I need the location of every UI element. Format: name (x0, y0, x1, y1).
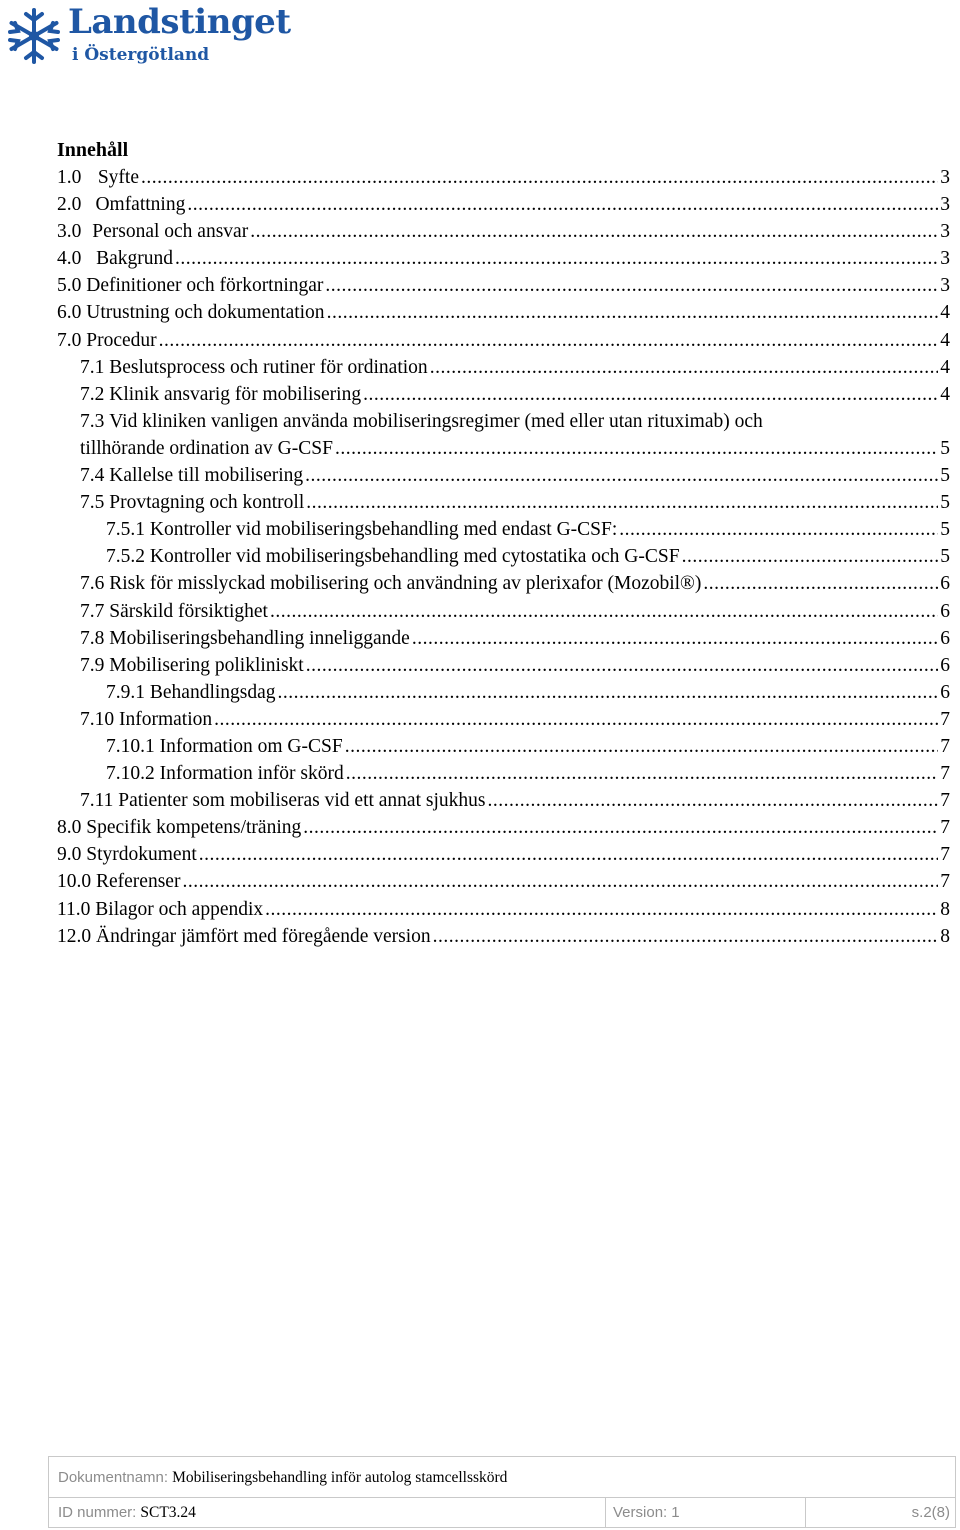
toc-entry[interactable] (57, 327, 950, 354)
toc-entry[interactable] (57, 435, 950, 462)
toc-dot-leader (265, 896, 938, 923)
toc-entry-page: 7 (940, 844, 950, 866)
toc-entry-page: 7 (940, 708, 950, 730)
toc-entry-page: 7 (940, 735, 950, 757)
toc-entry-page: 4 (940, 329, 950, 351)
toc-entry[interactable] (57, 462, 950, 489)
toc-entry-title: Mobilisering polikliniskt (109, 654, 304, 676)
toc-dot-leader (250, 218, 938, 245)
toc-dot-leader (306, 652, 939, 679)
toc-entry[interactable] (57, 868, 950, 895)
toc-entry-number: 7.2 (80, 383, 105, 405)
toc-entry-page: 3 (940, 167, 950, 188)
toc-entry-page: 7 (940, 871, 950, 893)
toc-entry-title: Ändringar jämfört med föregående version (96, 925, 431, 947)
toc-entry[interactable] (57, 191, 950, 218)
toc-entry-title: Utrustning och dokumentation (86, 302, 325, 324)
toc-entry-title: Bakgrund (96, 248, 173, 270)
toc-entry[interactable] (57, 733, 950, 760)
toc-dot-leader (327, 299, 939, 326)
toc-dot-leader (682, 543, 939, 570)
toc-entry-number: 4.0 (57, 248, 82, 270)
toc-entry[interactable] (57, 299, 950, 326)
toc-dot-leader (487, 787, 938, 814)
toc-entry-title: Kontroller vid mobiliseringsbehandling med endast G-CSF: (149, 519, 618, 541)
toc-entry-number: 7.7 (80, 600, 105, 622)
toc-entry[interactable] (57, 679, 950, 706)
toc-entry-title: Bilagor och appendix (95, 898, 264, 920)
toc-entry-page: 4 (940, 356, 950, 378)
toc-entry-title: Särskild försiktighet (109, 600, 268, 622)
toc-entry-title: Information (119, 708, 213, 730)
toc-entry-page: 8 (940, 925, 950, 947)
toc-entry-title: Styrdokument (86, 844, 197, 866)
doc-name-label: Dokumentnamn: (58, 1469, 169, 1486)
toc-entry-title: Behandlingsdag (149, 681, 276, 703)
toc-entry[interactable] (57, 787, 950, 814)
id-value: SCT3.24 (140, 1504, 196, 1521)
toc-entry-number: 7.10 (80, 708, 115, 730)
toc-entry-title: Klinik ansvarig för mobilisering (109, 383, 362, 405)
toc-entry[interactable] (57, 489, 950, 516)
snowflake-emblem-icon (4, 6, 64, 66)
toc-entry[interactable] (57, 923, 950, 950)
toc-entry-page: 7 (940, 763, 950, 785)
toc-dot-leader (187, 191, 938, 218)
toc-entry-number: 7.0 (57, 329, 82, 351)
toc-entry-number: 7.10.1 (106, 735, 155, 757)
toc-entry[interactable] (57, 760, 950, 787)
toc-entry-number: 7.9 (80, 654, 105, 676)
toc-entry-page: 5 (940, 492, 950, 514)
toc-entry-number: 7.5.2 (106, 546, 145, 568)
toc-entry-title: Referenser (96, 871, 181, 893)
toc-entry[interactable] (57, 245, 950, 272)
toc-entry[interactable] (57, 706, 950, 733)
toc-dot-leader (303, 814, 938, 841)
version-value: 1 (671, 1504, 680, 1521)
footer-version-cell (606, 1498, 806, 1528)
toc-entry-number: 3.0 (57, 221, 82, 243)
toc-entry[interactable] (57, 570, 950, 597)
toc-entry-title: Personal och ansvar (92, 221, 249, 243)
toc-dot-leader (703, 570, 938, 597)
toc-dot-leader (346, 760, 938, 787)
toc-entry[interactable] (57, 652, 950, 679)
toc-entry-page: 5 (940, 519, 950, 541)
toc-dot-leader (141, 164, 938, 191)
toc-entry-title: Specifik kompetens/träning (86, 817, 302, 839)
toc-entry-page: 3 (940, 194, 950, 216)
toc-entry-title: Kontroller vid mobiliseringsbehandling med cytostatika och G-CSF (149, 546, 680, 568)
toc-entry-number: 7.1 (80, 356, 105, 378)
organization-logo (4, 4, 294, 68)
page-value: 2(8) (923, 1504, 950, 1521)
toc-entry-page: 6 (940, 627, 950, 649)
toc-entry-title: Omfattning (95, 194, 186, 216)
toc-entry-number: 7.10.2 (106, 763, 155, 785)
toc-entry[interactable] (57, 841, 950, 868)
toc-entry-page: 6 (940, 654, 950, 676)
toc-dot-leader (345, 733, 939, 760)
toc-dot-leader (159, 327, 939, 354)
toc-dot-leader (363, 381, 938, 408)
toc-entry-number: 5.0 (57, 275, 82, 297)
toc-entry-page: 3 (940, 248, 950, 270)
table-of-contents (57, 164, 950, 950)
toc-entry[interactable] (57, 164, 950, 191)
toc-entry-number: 7.4 (80, 465, 105, 487)
doc-name (58, 1469, 507, 1487)
toc-entry-page: 7 (940, 790, 950, 812)
logo-subtitle: i Östergötland (72, 45, 210, 65)
toc-entry[interactable] (57, 896, 950, 923)
toc-entry-number: 11.0 (57, 898, 91, 920)
toc-dot-leader (306, 489, 938, 516)
toc-dot-leader (619, 516, 938, 543)
footer-id-cell (49, 1498, 606, 1528)
page-label: s. (911, 1504, 924, 1521)
toc-dot-leader (278, 679, 939, 706)
toc-entry-number: 7.5.1 (106, 519, 145, 541)
toc-entry[interactable] (57, 408, 950, 435)
toc-dot-leader (305, 462, 938, 489)
toc-entry[interactable] (57, 272, 950, 299)
toc-dot-leader (175, 245, 938, 272)
toc-dot-leader (430, 354, 939, 381)
toc-entry[interactable] (57, 814, 950, 841)
toc-dot-leader (412, 625, 938, 652)
toc-entry-page: 5 (940, 546, 950, 568)
id-label: ID nummer: (58, 1504, 137, 1521)
toc-entry-page: 5 (940, 437, 950, 459)
toc-dot-leader (182, 868, 938, 895)
toc-entry-number: 7.5 (80, 492, 105, 514)
toc-entry-number: 10.0 (57, 871, 92, 893)
toc-entry-page: 4 (940, 383, 950, 405)
toc-entry-title: Procedur (86, 329, 157, 351)
toc-entry-page: 7 (940, 817, 950, 839)
toc-entry-title: Syfte (97, 167, 139, 188)
toc-entry[interactable] (57, 598, 950, 625)
toc-entry-number: 7.6 (80, 573, 105, 595)
toc-entry[interactable] (57, 516, 950, 543)
toc-dot-leader (199, 841, 939, 868)
toc-dot-leader (270, 598, 938, 625)
toc-entry-number: 7.9.1 (106, 681, 145, 703)
toc-entry-title: Patienter som mobiliseras vid ett annat sjukhus (118, 790, 486, 812)
toc-entry-page: 8 (940, 898, 950, 920)
toc-entry-title: tillhörande ordination av G-CSF (80, 437, 333, 459)
toc-entry-number: 6.0 (57, 302, 82, 324)
footer-doc-name-row (49, 1457, 955, 1498)
toc-entry-number: 8.0 (57, 817, 82, 839)
toc-entry-number: 7.3 (80, 410, 105, 432)
toc-dot-leader (214, 706, 938, 733)
toc-entry-page: 6 (940, 573, 950, 595)
toc-entry-number: 9.0 (57, 844, 82, 866)
toc-dot-leader (335, 435, 938, 462)
toc-entry[interactable] (57, 218, 950, 245)
version-label: Version: (613, 1504, 668, 1521)
toc-entry-title: Kallelse till mobilisering (109, 465, 304, 487)
toc-entry-number: 2.0 (57, 194, 82, 216)
toc-entry-title: Beslutsprocess och rutiner för ordination (109, 356, 428, 378)
footer-page-cell (806, 1498, 956, 1528)
toc-entry-page: 3 (940, 275, 950, 297)
toc-entry-number: 7.8 (80, 627, 105, 649)
toc-entry-number: 12.0 (57, 925, 92, 947)
toc-entry[interactable] (57, 625, 950, 652)
toc-entry-title: Vid kliniken vanligen använda mobiliseringsregimer (med eller utan rituximab) och (109, 410, 763, 432)
toc-entry-title: Definitioner och förkortningar (86, 275, 324, 297)
toc-entry-title: Provtagning och kontroll (109, 492, 305, 514)
document-footer (48, 1456, 956, 1528)
toc-entry-page: 6 (940, 600, 950, 622)
toc-entry-number: 7.11 (80, 790, 114, 812)
toc-heading: Innehåll (57, 139, 129, 161)
toc-entry-page: 3 (940, 221, 950, 243)
toc-entry[interactable] (57, 381, 950, 408)
toc-entry-page: 6 (940, 681, 950, 703)
toc-entry-number: 1.0 (57, 167, 82, 188)
toc-entry-title: Information om G-CSF (159, 735, 343, 757)
logo-title: Landstinget (68, 2, 291, 42)
toc-entry-title: Risk för misslyckad mobilisering och användning av plerixafor (Mozobil®) (109, 573, 702, 595)
toc-entry-page: 5 (940, 465, 950, 487)
toc-entry-page: 4 (940, 302, 950, 324)
toc-entry[interactable] (57, 354, 950, 381)
toc-entry-title: Mobiliseringsbehandling inneliggande (109, 627, 410, 649)
doc-name-value: Mobiliseringsbehandling inför autolog stamcellsskörd (172, 1469, 508, 1486)
toc-entry-title: Information inför skörd (159, 763, 344, 785)
toc-dot-leader (433, 923, 939, 950)
toc-dot-leader (325, 272, 938, 299)
toc-entry[interactable] (57, 543, 950, 570)
